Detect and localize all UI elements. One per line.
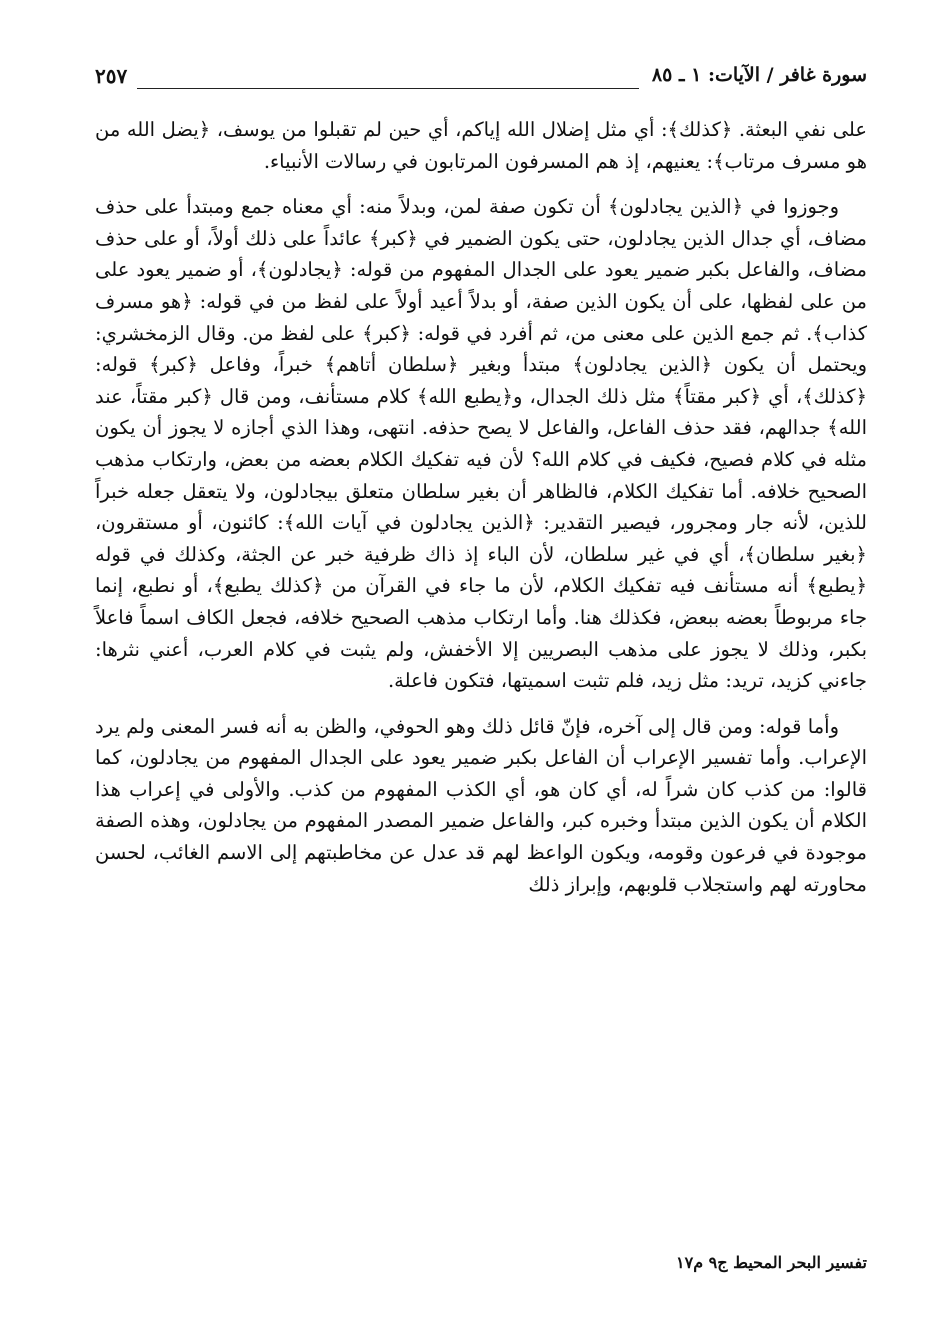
paragraph: وجوزوا في ﴿الذين يجادلون﴾ أن تكون صفة لمن، وبدلاً منه: أي معناه جمع ومبتدأ على حذف مضاف، أي جدال الذين يجادلون، حتى يكون الضمير في ﴿كبر﴾ عائداً على ذلك أولاً، أو على حذف مضاف، والفاعل بكبر ضمير يعود على الجدال المفهوم من قوله: ﴿يجادلون﴾، أو ضمير يعود على من على لفظها، على أن يكون الذين صفة، أو بدلاً أعيد أولاً على لفظ من في قوله: ﴿هو مسرف كذاب﴾. ثم جمع الذين على معنى من، ثم أفرد في قوله: ﴿كبر﴾ على لفظ من. وقال الزمخشري: ويحتمل أن يكون ﴿الذين يجادلون﴾ مبتدأ وبغير ﴿سلطان أتاهم﴾ خبراً، وفاعل ﴿كبر﴾ قوله: ﴿كذلك﴾، أي ﴿كبر مقتاً﴾ مثل ذلك الجدال، و﴿يطبع الله﴾ كلام مستأنف، ومن قال ﴿كبر مقتاً، عند الله﴾ جدالهم، فقد حذف الفاعل، والفاعل لا يصح حذفه. انتهى، وهذا الذي أجازه لا يجوز أن يكون مثله في كلام فصيح، فكيف في كلام الله؟ لأن فيه تفكيك الكلام بعضه من بعض، وارتكاب مذهب الصحيح خلافه. أما تفكيك الكلام، فالظاهر أن بغير سلطان متعلق بيجادلون، ولا يتعقل جعله خبراً للذين، لأنه جار ومجرور، فيصير التقدير: ﴿الذين يجادلون في آيات الله﴾: كائنون، أو مستقرون، ﴿بغير سلطان﴾، أي في غير سلطان، لأن الباء إذ ذاك ظرفية خبر عن الجثة، وكذلك في قوله ﴿يطبع﴾ أنه مستأنف فيه تفكيك الكلام، لأن ما جاء في القرآن من ﴿كذلك يطبع﴾، أو نطبع، إنما جاء مربوطاً بعضه ببعض، فكذلك هنا. وأما ارتكاب مذهب الصحيح خلافه، فجعل الكاف اسماً فاعلاً بكبر، وذلك لا يجوز على مذهب البصريين إلا الأخفش، ولم يثبت في كلام العرب، أعني نثرها: جاءني كزيد، تريد: مثل زيد، فلم تثبت اسميتها، فتكون فاعلة. — [95, 195, 867, 693]
signature-mark: تفسير البحر المحيط ج٩ م١٧ — [676, 1253, 867, 1272]
page-number: ٢٥٧ — [95, 64, 128, 88]
running-title: سورة غافر / الآيات: ١ ـ ٨٥ — [651, 64, 867, 86]
paragraph: وأما قوله: ومن قال إلى آخره، فإنّ قائل ذلك وهو الحوفي، والظن به أنه فسر المعنى ولم يرد الإعراب. وأما تفسير الإعراب أن الفاعل بكبر ضمير يعود على الجدال المفهوم من يجادلون، كما قالوا: من كذب كان شراً له، أي كان هو، أي الكذب المفهوم من كذب. والأولى في إعراب هذا الكلام أن يكون الذين مبتدأ وخبره كبر، والفاعل ضمير المصدر المفهوم من يجادلون، وهذه الصفة موجودة في فرعون وقومه، ويكون الواعظ لهم قد عدل عن مخاطبتهم إلى الاسم الغائب، لحسن محاورته لهم واستجلاب قلوبهم، وإبراز ذلك — [95, 714, 867, 896]
header-rule — [137, 88, 639, 89]
body-text — [95, 114, 867, 914]
page-header — [95, 62, 867, 98]
paragraph: على نفي البعثة. ﴿كذلك﴾: أي مثل إضلال الله إياكم، أي حين لم تقبلوا من يوسف، ﴿يضل الله من هو مسرف مرتاب﴾: يعنيهم، إذ هم المسرفون المرتابون في رسالات الأنبياء. — [95, 118, 867, 173]
